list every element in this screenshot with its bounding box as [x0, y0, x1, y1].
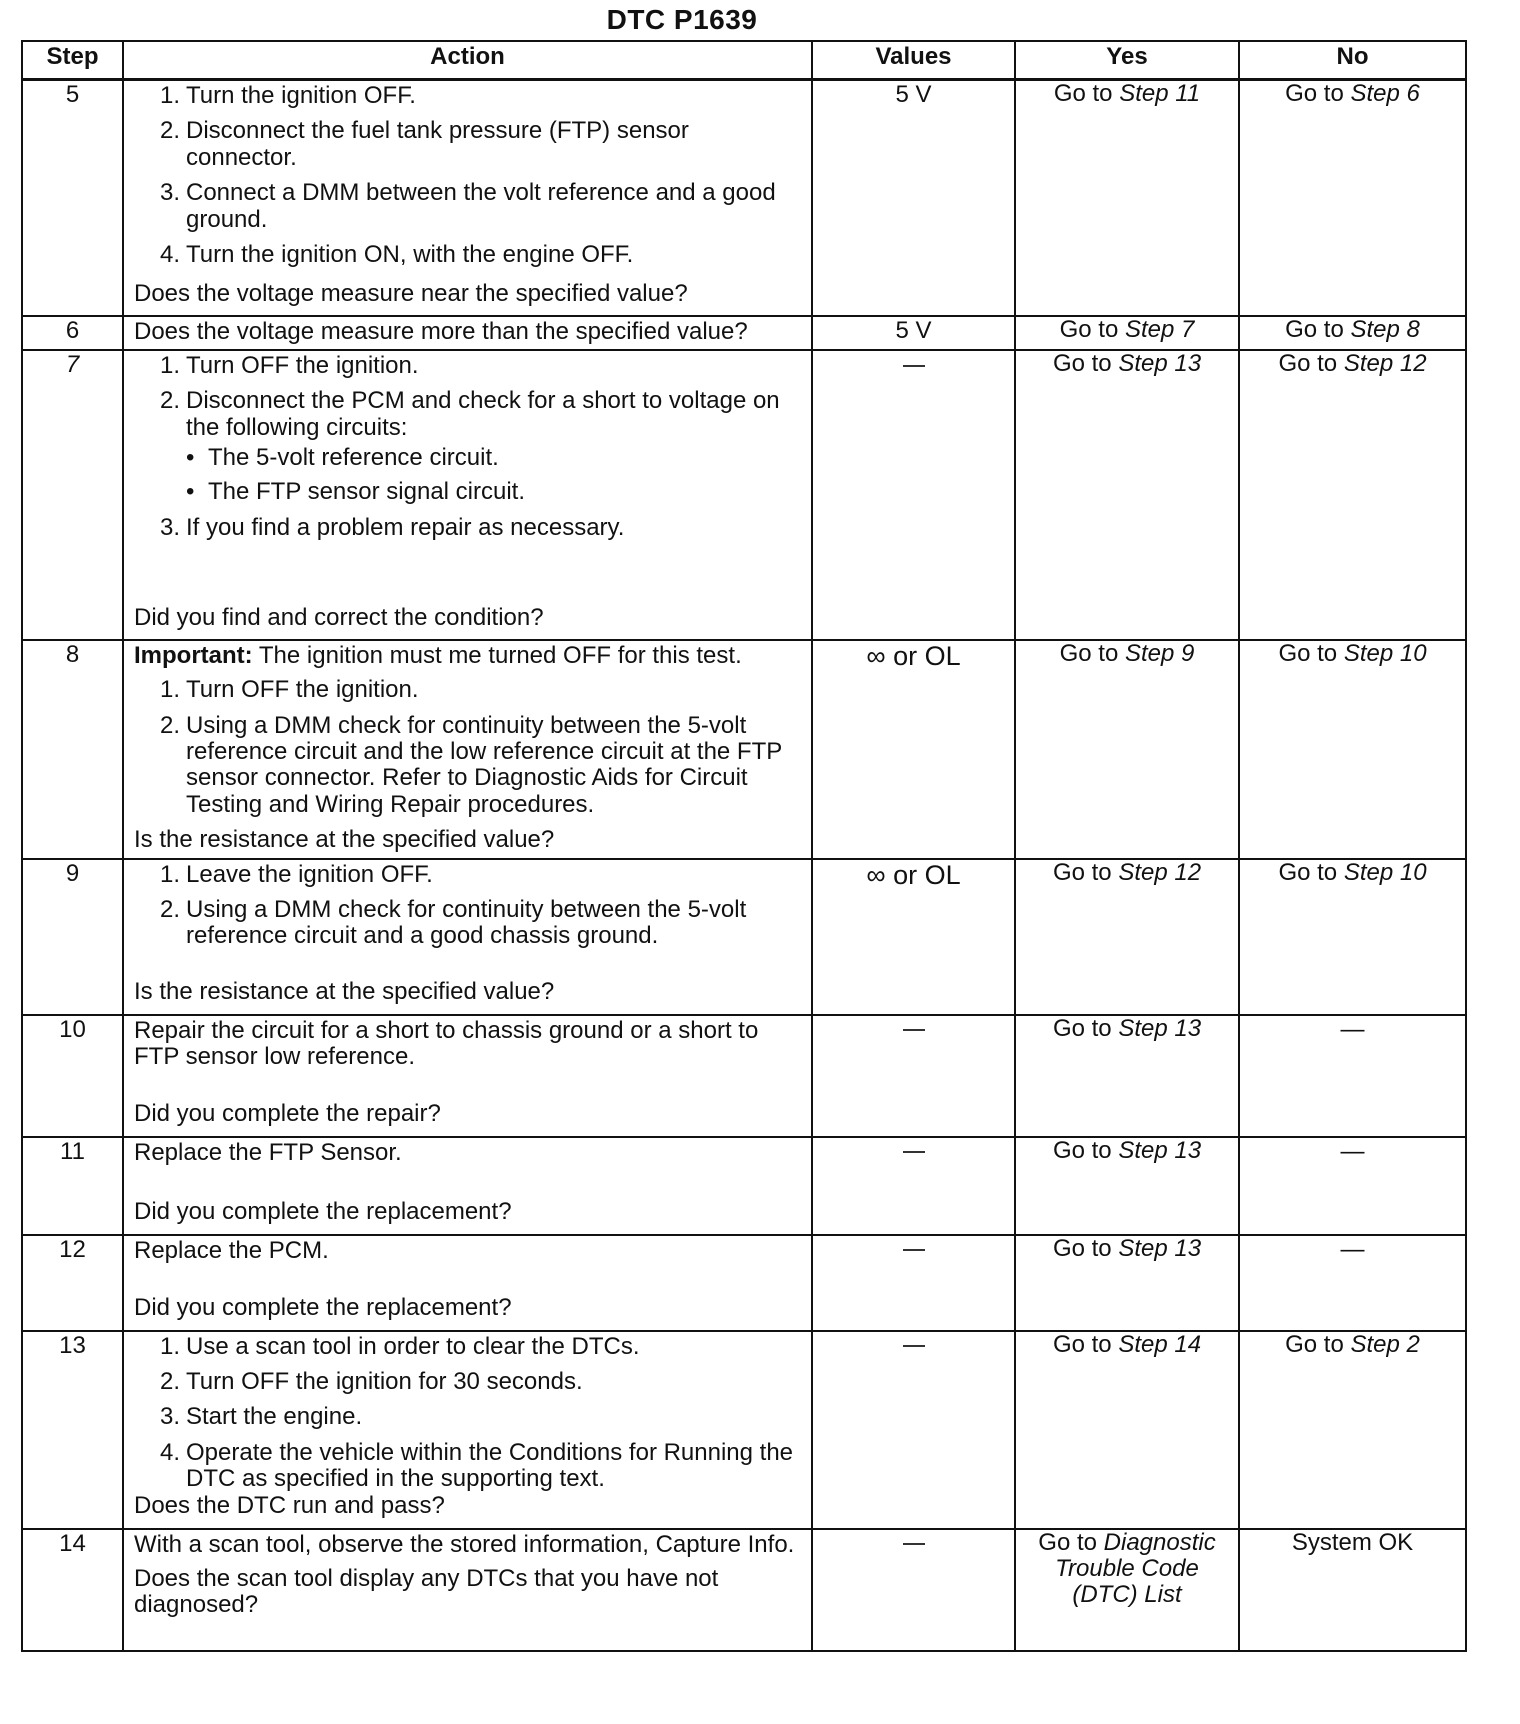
no-cell: —: [1239, 1015, 1466, 1137]
no-cell[interactable]: Go to Step 10: [1239, 640, 1466, 859]
page-title: DTC P1639: [606, 4, 758, 35]
header-step: Step: [22, 41, 123, 80]
list-item: 2. Disconnect the PCM and check for a short to voltage on the following circuits: • The 5-volt reference circuit. • The FTP sensor signal circuit.: [160, 388, 803, 506]
no-step-link[interactable]: Step 6: [1350, 80, 1420, 107]
table-row-step-11: [22, 1137, 1466, 1235]
table-row-step-7: [22, 350, 1466, 640]
header-no: No: [1239, 41, 1466, 80]
action-cell: [123, 640, 812, 859]
step-number: 8: [22, 640, 123, 859]
value-cell: [812, 1529, 1015, 1651]
action-question: Did you complete the replacement?: [134, 1294, 512, 1322]
value-cell: 5 V: [812, 316, 1015, 350]
action-text: Replace the FTP Sensor.: [134, 1138, 402, 1166]
diagnostic-table: [21, 40, 1467, 1652]
action-steps: [134, 1334, 803, 1493]
no-cell: —: [1239, 1235, 1466, 1331]
no-step-link[interactable]: Step 2: [1350, 1330, 1420, 1358]
yes-cell[interactable]: Go to Step 9: [1015, 640, 1239, 859]
table-row-step-14: [22, 1529, 1466, 1651]
table-row-step-13: [22, 1331, 1466, 1529]
value-cell: [812, 1015, 1015, 1137]
yes-step-link[interactable]: Step 11: [1119, 80, 1201, 107]
step-number: 6: [22, 316, 123, 350]
table-row-step-6: [22, 316, 1466, 350]
list-item: 1. Turn OFF the ignition.: [160, 676, 419, 704]
yes-cell[interactable]: Go to Step 13: [1015, 1137, 1239, 1235]
step-number: 13: [22, 1331, 123, 1529]
step-number: 7: [22, 350, 123, 640]
table-row-step-10: [22, 1015, 1466, 1137]
action-steps: [134, 353, 803, 541]
yes-cell[interactable]: Go to Diagnostic Trouble Code (DTC) List: [1015, 1529, 1239, 1651]
action-question: Is the resistance at the specified value?: [134, 978, 555, 1006]
step-number: 10: [22, 1015, 123, 1137]
header-action: Action: [123, 41, 812, 80]
action-cell: [123, 1331, 812, 1529]
value-cell: 5 V: [812, 80, 1015, 316]
action-steps: [134, 677, 803, 818]
list-item: 3. Connect a DMM between the volt reference and a good ground.: [160, 179, 776, 233]
yes-cell[interactable]: Go to Step 12: [1015, 859, 1239, 1015]
value-cell: ∞ or OL: [812, 859, 1015, 1015]
no-cell[interactable]: Go to Step 10: [1239, 859, 1466, 1015]
yes-cell[interactable]: Go to Step 7: [1015, 316, 1239, 350]
action-text: Replace the PCM.: [134, 1236, 329, 1264]
no-step-link[interactable]: Step 12: [1343, 349, 1427, 377]
yes-step-link[interactable]: Step 13: [1118, 1136, 1202, 1164]
list-item: 3. If you find a problem repair as necessary.: [160, 513, 625, 541]
yes-cell[interactable]: Go to Step 14: [1015, 1331, 1239, 1529]
yes-step-link[interactable]: Step 13: [1118, 349, 1202, 377]
action-text: With a scan tool, observe the stored information, Capture Info.: [134, 1530, 795, 1558]
no-cell[interactable]: Go to Step 2: [1239, 1331, 1466, 1529]
no-cell[interactable]: Go to Step 8: [1239, 316, 1466, 350]
action-question: Did you find and correct the condition?: [134, 603, 544, 631]
list-item: 4. Operate the vehicle within the Conditions for Running the DTC as specified in the supporting text.: [160, 1438, 794, 1493]
action-question: Did you complete the repair?: [134, 1100, 441, 1128]
dtc-list-link[interactable]: Diagnostic Trouble Code (DTC) List: [1055, 1528, 1216, 1609]
action-cell: [123, 80, 812, 316]
action-cell: [123, 1235, 812, 1331]
table-row-step-9: [22, 859, 1466, 1015]
action-cell: [123, 316, 812, 350]
dash: [903, 1151, 925, 1153]
header-values: Values: [812, 41, 1015, 80]
table-row-step-12: [22, 1235, 1466, 1331]
action-cell: [123, 1529, 812, 1651]
yes-step-link[interactable]: Step 12: [1118, 858, 1202, 886]
dash: [903, 1345, 925, 1347]
dash: [903, 1543, 925, 1545]
circuit-bullets: [138, 445, 803, 506]
action-question: Does the voltage measure more than the specified value?: [134, 317, 748, 345]
important-note: Important: The ignition must me turned OFF for this test.: [134, 641, 742, 669]
list-item: 3. Start the engine.: [160, 1403, 363, 1431]
list-item: 1. Leave the ignition OFF.: [160, 860, 433, 888]
list-item: 2. Using a DMM check for continuity between the 5-volt reference circuit and the low reference circuit at the FTP sensor connector. Refer to Diagnostic Aids for Circuit Testing and Wiring Repair procedures.: [160, 711, 782, 818]
list-item: 2. Turn OFF the ignition for 30 seconds.: [160, 1368, 583, 1396]
value-cell: [812, 350, 1015, 640]
step-number: 9: [22, 859, 123, 1015]
action-cell: [123, 1137, 812, 1235]
table-row-step-5: [22, 80, 1466, 316]
action-steps: [134, 83, 803, 277]
yes-step-link[interactable]: Step 13: [1118, 1234, 1202, 1262]
value-cell: ∞ or OL: [812, 640, 1015, 859]
dash: [903, 1249, 925, 1251]
dash: [903, 365, 925, 367]
yes-step-link[interactable]: Step 14: [1118, 1330, 1202, 1358]
list-item: 1. Turn OFF the ignition.: [160, 351, 419, 379]
no-cell[interactable]: Go to Step 12: [1239, 350, 1466, 640]
value-cell: [812, 1137, 1015, 1235]
list-item: • The FTP sensor signal circuit.: [186, 478, 526, 506]
action-cell: [123, 350, 812, 640]
value-cell: [812, 1331, 1015, 1529]
action-cell: [123, 1015, 812, 1137]
list-item: 2. Disconnect the fuel tank pressure (FTP) sensor connector.: [160, 117, 689, 171]
no-step-link[interactable]: Step 10: [1343, 639, 1427, 667]
action-text: Repair the circuit for a short to chassis ground or a short to FTP sensor low reference.: [134, 1016, 759, 1071]
table-row-step-8: [22, 640, 1466, 859]
yes-cell[interactable]: Go to Step 13: [1015, 1235, 1239, 1331]
step-number: 11: [22, 1137, 123, 1235]
yes-step-link[interactable]: Step 7: [1124, 315, 1195, 343]
step-number: 14: [22, 1529, 123, 1651]
list-item: 1. Use a scan tool in order to clear the DTCs.: [160, 1332, 640, 1360]
yes-cell[interactable]: Go to Step 13: [1015, 1015, 1239, 1137]
list-item: • The 5-volt reference circuit.: [186, 444, 499, 472]
step-number: 12: [22, 1235, 123, 1331]
header-yes: Yes: [1015, 41, 1239, 80]
dash: [903, 1029, 925, 1031]
no-cell[interactable]: Go to Step 6: [1239, 80, 1466, 316]
no-step-link[interactable]: Step 8: [1350, 315, 1420, 343]
action-cell: [123, 859, 812, 1015]
list-item: 1. Turn the ignition OFF.: [160, 82, 416, 109]
table-header-row: [22, 41, 1466, 80]
yes-cell[interactable]: Go to Step 13: [1015, 350, 1239, 640]
no-cell: —: [1239, 1137, 1466, 1235]
yes-cell[interactable]: Go to Step 11: [1015, 80, 1239, 316]
list-item: 2. Using a DMM check for continuity between the 5-volt reference circuit and a good chassis ground.: [160, 896, 747, 950]
action-question: Is the resistance at the specified value?: [134, 826, 555, 854]
action-question: Did you complete the replacement?: [134, 1198, 512, 1226]
action-question: Does the DTC run and pass?: [134, 1492, 445, 1520]
yes-step-link[interactable]: Step 13: [1118, 1014, 1202, 1042]
no-step-link[interactable]: Step 10: [1343, 858, 1427, 886]
action-steps: [134, 862, 803, 959]
value-cell: [812, 1235, 1015, 1331]
step-number: 5: [22, 80, 123, 316]
yes-step-link[interactable]: Step 9: [1124, 639, 1195, 667]
action-question: Does the scan tool display any DTCs that you have not diagnosed?: [134, 1565, 719, 1619]
action-question: Does the voltage measure near the specified value?: [134, 279, 688, 307]
list-item: 4. Turn the ignition ON, with the engine OFF.: [160, 240, 634, 268]
no-cell: System OK: [1239, 1529, 1466, 1651]
